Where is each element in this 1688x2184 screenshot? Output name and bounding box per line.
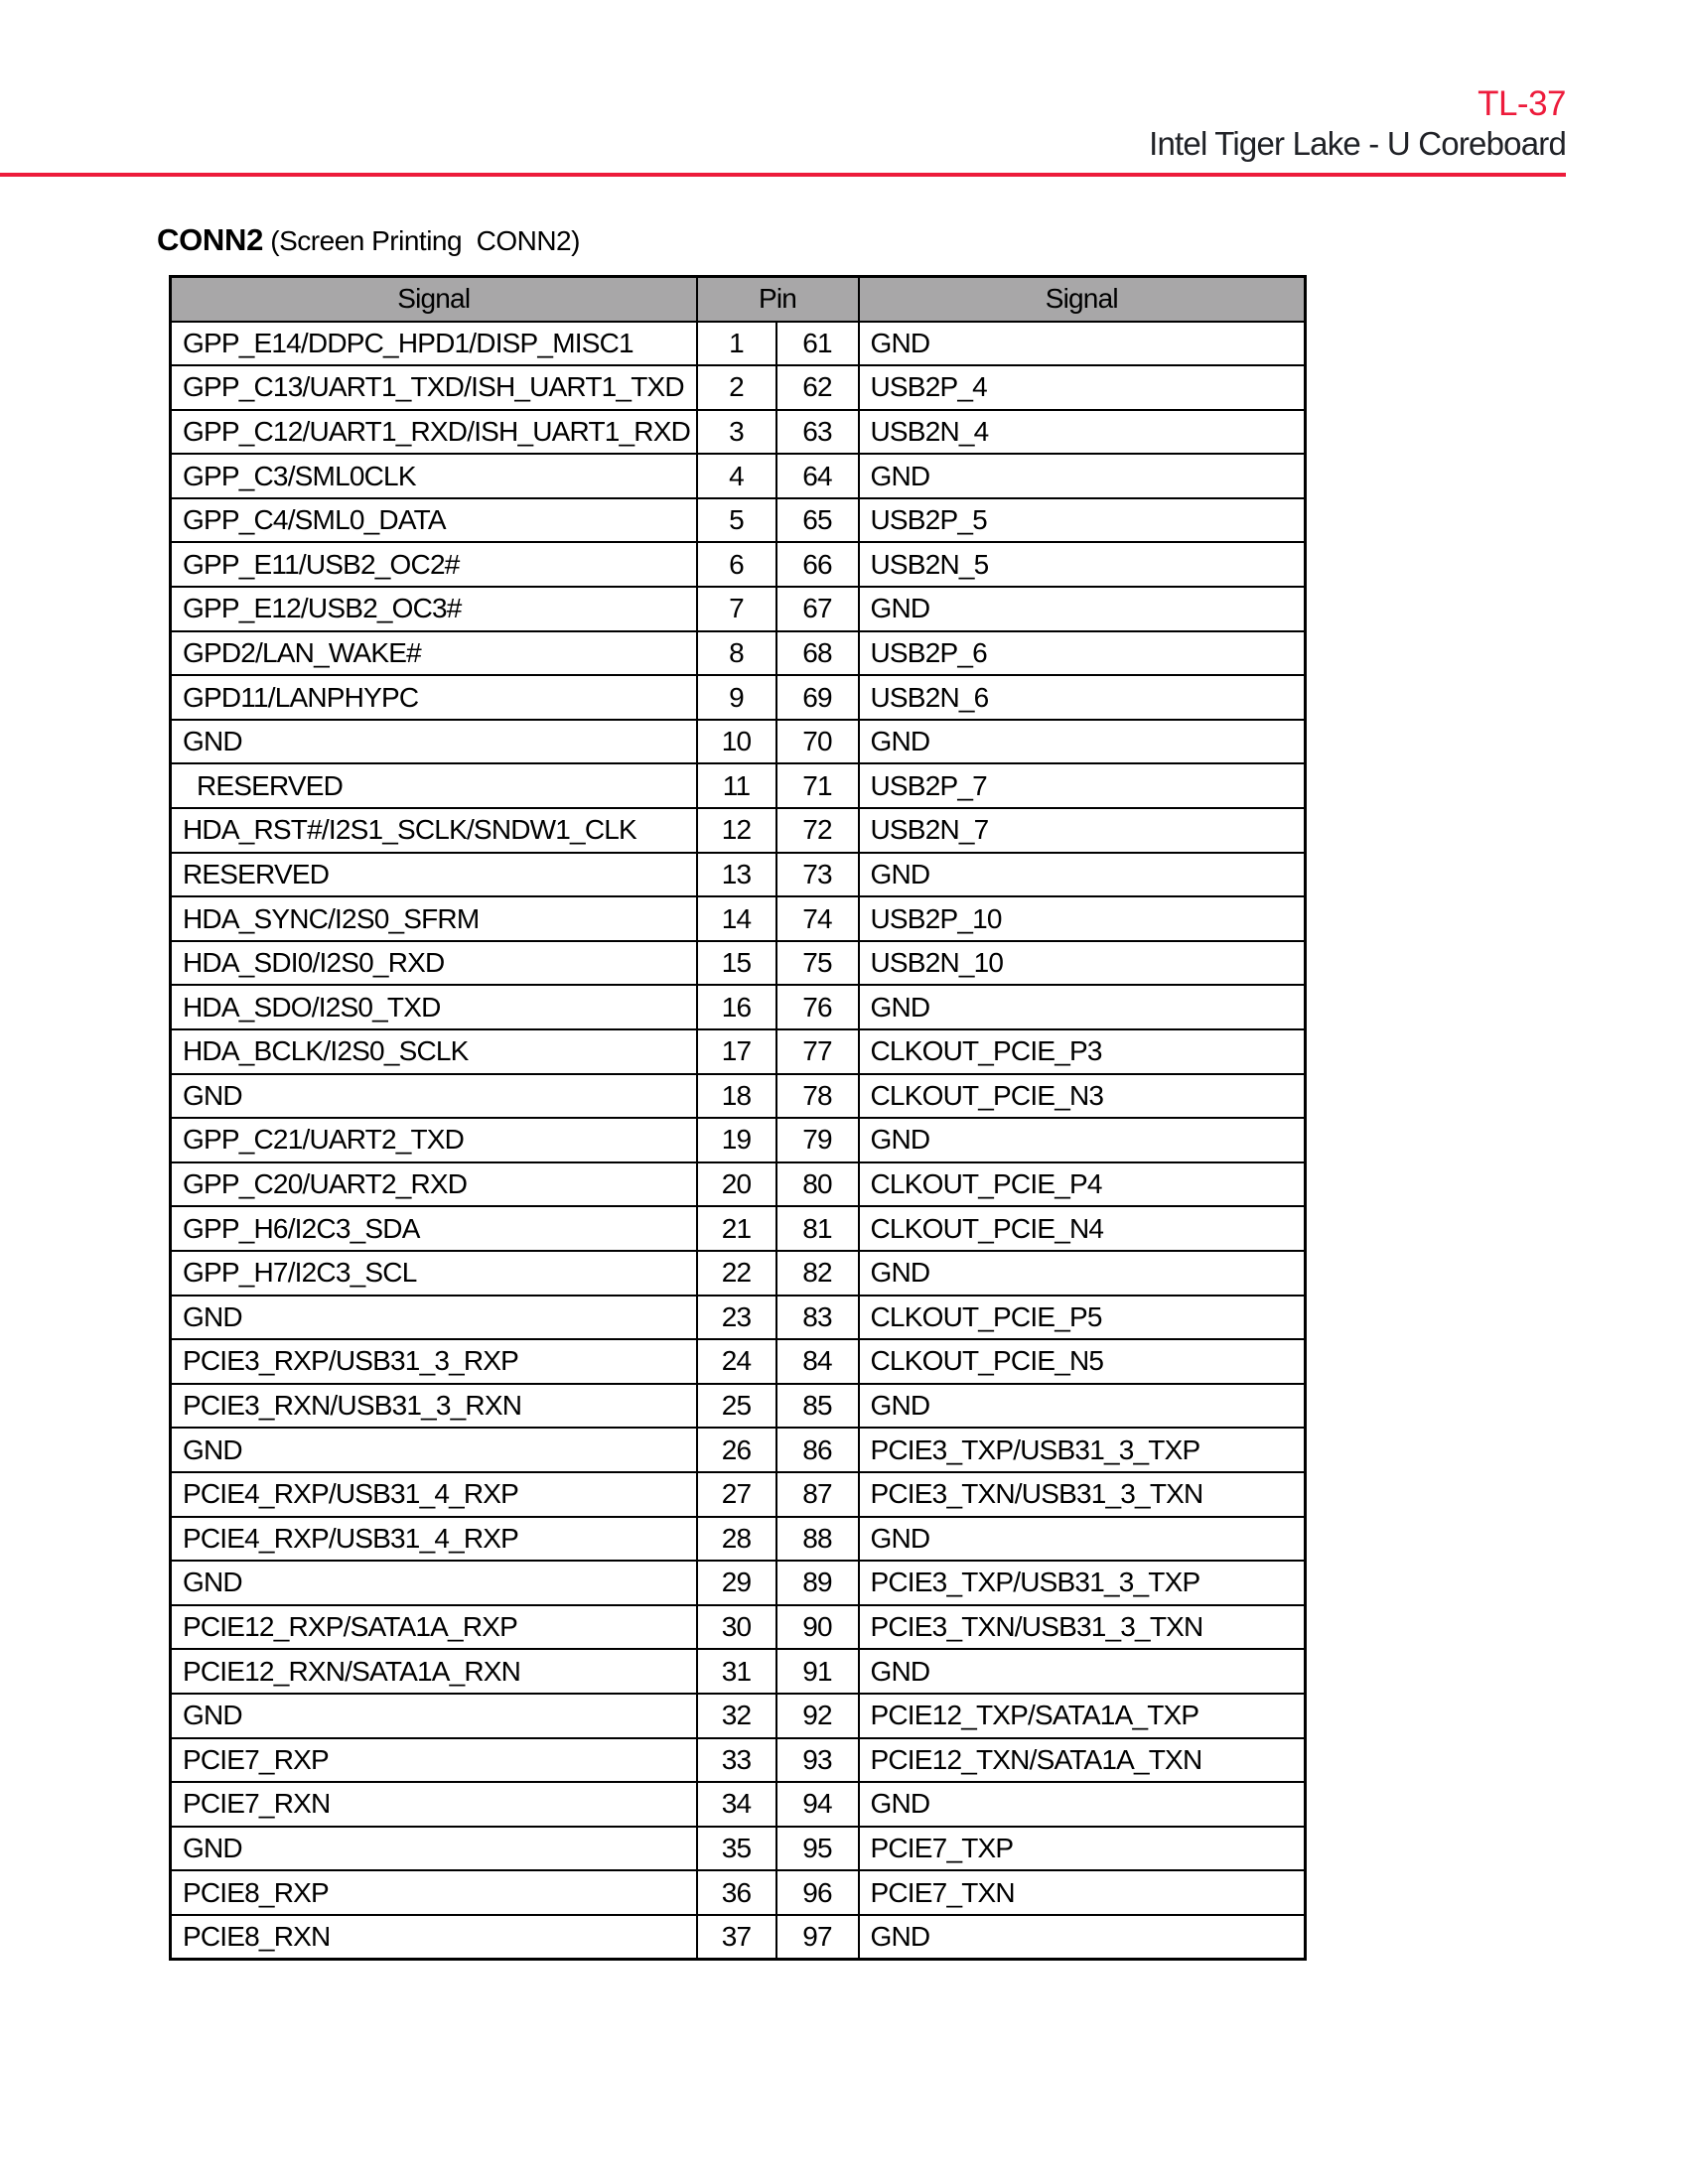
table-row: [171, 763, 1306, 808]
pin-left-cell: 35: [697, 1827, 776, 1871]
signal-left-cell: GPP_C20/UART2_RXD: [171, 1162, 697, 1207]
pin-left-cell: 26: [697, 1428, 776, 1472]
pin-left-cell: 21: [697, 1206, 776, 1251]
pin-right-cell: 96: [776, 1870, 859, 1915]
signal-left-cell: GPP_H6/I2C3_SDA: [171, 1206, 697, 1251]
pin-right-cell: 77: [776, 1029, 859, 1074]
table-row: [171, 896, 1306, 941]
masthead: [1149, 85, 1566, 165]
signal-left-cell: GPD11/LANPHYPC: [171, 675, 697, 720]
table-row: [171, 1605, 1306, 1650]
signal-left-cell: HDA_SDI0/I2S0_RXD: [171, 941, 697, 986]
pin-left-cell: 29: [697, 1561, 776, 1605]
pin-left-cell: 36: [697, 1870, 776, 1915]
table-row: [171, 1251, 1306, 1296]
pin-left-cell: 28: [697, 1517, 776, 1562]
signal-left-cell: GPP_C21/UART2_TXD: [171, 1118, 697, 1162]
signal-left-cell: PCIE7_RXP: [171, 1738, 697, 1783]
signal-right-cell: PCIE7_TXN: [859, 1870, 1306, 1915]
pin-left-cell: 12: [697, 808, 776, 853]
pin-right-cell: 68: [776, 631, 859, 676]
table-row: [171, 1517, 1306, 1562]
pin-left-cell: 32: [697, 1694, 776, 1738]
signal-left-cell: GND: [171, 1827, 697, 1871]
signal-right-cell: USB2N_6: [859, 675, 1306, 720]
connector-name: CONN2: [157, 222, 264, 257]
pin-right-cell: 66: [776, 542, 859, 587]
signal-right-cell: PCIE12_TXN/SATA1A_TXN: [859, 1738, 1306, 1783]
table-row: [171, 322, 1306, 366]
pin-right-cell: 95: [776, 1827, 859, 1871]
signal-right-cell: GND: [859, 985, 1306, 1029]
table-row: [171, 1074, 1306, 1119]
signal-right-cell: GND: [859, 853, 1306, 897]
pin-right-cell: 70: [776, 720, 859, 764]
signal-left-cell: PCIE8_RXN: [171, 1915, 697, 1960]
signal-right-cell: USB2N_10: [859, 941, 1306, 986]
pin-left-cell: 18: [697, 1074, 776, 1119]
table-row: [171, 631, 1306, 676]
header-pin: Pin: [697, 277, 859, 322]
signal-left-cell: GND: [171, 720, 697, 764]
signal-left-cell: GPP_E12/USB2_OC3#: [171, 587, 697, 631]
signal-left-cell: GPP_C3/SML0CLK: [171, 454, 697, 498]
signal-right-cell: GND: [859, 454, 1306, 498]
pin-left-cell: 3: [697, 410, 776, 455]
product-title: Intel Tiger Lake - U Coreboard: [1149, 125, 1566, 162]
pin-left-cell: 25: [697, 1384, 776, 1429]
signal-right-cell: USB2P_10: [859, 896, 1306, 941]
signal-left-cell: GPP_C12/UART1_RXD/ISH_UART1_RXD: [171, 410, 697, 455]
table-row: [171, 1339, 1306, 1384]
table-row: [171, 365, 1306, 410]
pin-right-cell: 93: [776, 1738, 859, 1783]
signal-left-cell: PCIE8_RXP: [171, 1870, 697, 1915]
pin-right-cell: 94: [776, 1782, 859, 1827]
table-row: [171, 853, 1306, 897]
pin-right-cell: 82: [776, 1251, 859, 1296]
signal-right-cell: PCIE3_TXP/USB31_3_TXP: [859, 1428, 1306, 1472]
signal-right-cell: USB2P_4: [859, 365, 1306, 410]
table-row: [171, 587, 1306, 631]
pin-right-cell: 92: [776, 1694, 859, 1738]
signal-right-cell: GND: [859, 720, 1306, 764]
signal-left-cell: PCIE4_RXP/USB31_4_RXP: [171, 1517, 697, 1562]
table-row: [171, 1649, 1306, 1694]
pin-right-cell: 69: [776, 675, 859, 720]
table-row: [171, 720, 1306, 764]
pin-left-cell: 19: [697, 1118, 776, 1162]
table-row: [171, 1296, 1306, 1340]
header-signal-left: Signal: [171, 277, 697, 322]
signal-right-cell: GND: [859, 1384, 1306, 1429]
signal-right-cell: PCIE3_TXP/USB31_3_TXP: [859, 1561, 1306, 1605]
signal-right-cell: PCIE3_TXN/USB31_3_TXN: [859, 1605, 1306, 1650]
pin-right-cell: 81: [776, 1206, 859, 1251]
signal-right-cell: USB2N_7: [859, 808, 1306, 853]
table-row: [171, 1472, 1306, 1517]
table-row: [171, 1827, 1306, 1871]
signal-left-cell: PCIE12_RXN/SATA1A_RXN: [171, 1649, 697, 1694]
pin-left-cell: 4: [697, 454, 776, 498]
pin-left-cell: 23: [697, 1296, 776, 1340]
pin-right-cell: 62: [776, 365, 859, 410]
table-row: [171, 1870, 1306, 1915]
table-row: [171, 1915, 1306, 1960]
pin-left-cell: 31: [697, 1649, 776, 1694]
pin-left-cell: 1: [697, 322, 776, 366]
table-row: [171, 1384, 1306, 1429]
signal-left-cell: HDA_SDO/I2S0_TXD: [171, 985, 697, 1029]
pin-left-cell: 20: [697, 1162, 776, 1207]
signal-left-cell: GPD2/LAN_WAKE#: [171, 631, 697, 676]
signal-right-cell: CLKOUT_PCIE_N3: [859, 1074, 1306, 1119]
signal-right-cell: CLKOUT_PCIE_P4: [859, 1162, 1306, 1207]
pin-right-cell: 89: [776, 1561, 859, 1605]
signal-left-cell: PCIE3_RXP/USB31_3_RXP: [171, 1339, 697, 1384]
signal-right-cell: PCIE7_TXP: [859, 1827, 1306, 1871]
signal-left-cell: GPP_C4/SML0_DATA: [171, 498, 697, 543]
pin-left-cell: 30: [697, 1605, 776, 1650]
signal-left-cell: PCIE12_RXP/SATA1A_RXP: [171, 1605, 697, 1650]
signal-right-cell: USB2N_5: [859, 542, 1306, 587]
signal-left-cell: HDA_BCLK/I2S0_SCLK: [171, 1029, 697, 1074]
page-ref: TL-37: [1477, 84, 1566, 123]
pin-right-cell: 83: [776, 1296, 859, 1340]
table-row: [171, 542, 1306, 587]
pin-right-cell: 85: [776, 1384, 859, 1429]
header-signal-right: Signal: [859, 277, 1306, 322]
pin-right-cell: 74: [776, 896, 859, 941]
signal-left-cell: PCIE3_RXN/USB31_3_RXN: [171, 1384, 697, 1429]
table-row: [171, 454, 1306, 498]
signal-right-cell: CLKOUT_PCIE_N5: [859, 1339, 1306, 1384]
signal-right-cell: PCIE3_TXN/USB31_3_TXN: [859, 1472, 1306, 1517]
pin-left-cell: 22: [697, 1251, 776, 1296]
pin-right-cell: 97: [776, 1915, 859, 1960]
pin-left-cell: 16: [697, 985, 776, 1029]
pin-table: [169, 275, 1307, 1961]
table-row: [171, 941, 1306, 986]
pin-left-cell: 34: [697, 1782, 776, 1827]
signal-right-cell: CLKOUT_PCIE_P5: [859, 1296, 1306, 1340]
pin-left-cell: 14: [697, 896, 776, 941]
signal-right-cell: CLKOUT_PCIE_N4: [859, 1206, 1306, 1251]
signal-right-cell: GND: [859, 587, 1306, 631]
signal-left-cell: GPP_E14/DDPC_HPD1/DISP_MISC1: [171, 322, 697, 366]
signal-right-cell: USB2P_7: [859, 763, 1306, 808]
pin-left-cell: 9: [697, 675, 776, 720]
signal-left-cell: HDA_SYNC/I2S0_SFRM: [171, 896, 697, 941]
signal-left-cell: GND: [171, 1694, 697, 1738]
table-row: [171, 808, 1306, 853]
pin-table-body: [171, 322, 1306, 1960]
pin-left-cell: 24: [697, 1339, 776, 1384]
table-row: [171, 1118, 1306, 1162]
table-row: [171, 1428, 1306, 1472]
table-row: [171, 985, 1306, 1029]
section-title: [157, 224, 580, 257]
signal-left-cell: GPP_C13/UART1_TXD/ISH_UART1_TXD: [171, 365, 697, 410]
pin-left-cell: 13: [697, 853, 776, 897]
pin-left-cell: 17: [697, 1029, 776, 1074]
table-row: [171, 1782, 1306, 1827]
pin-left-cell: 15: [697, 941, 776, 986]
header-rule: [0, 173, 1566, 177]
signal-right-cell: PCIE12_TXP/SATA1A_TXP: [859, 1694, 1306, 1738]
signal-right-cell: CLKOUT_PCIE_P3: [859, 1029, 1306, 1074]
pin-right-cell: 80: [776, 1162, 859, 1207]
signal-right-cell: USB2N_4: [859, 410, 1306, 455]
pin-right-cell: 65: [776, 498, 859, 543]
table-row: [171, 410, 1306, 455]
signal-right-cell: GND: [859, 1118, 1306, 1162]
pin-right-cell: 79: [776, 1118, 859, 1162]
signal-right-cell: GND: [859, 322, 1306, 366]
signal-left-cell: GND: [171, 1561, 697, 1605]
signal-left-cell: GPP_E11/USB2_OC2#: [171, 542, 697, 587]
signal-right-cell: USB2P_5: [859, 498, 1306, 543]
signal-left-cell: GND: [171, 1428, 697, 1472]
pin-left-cell: 33: [697, 1738, 776, 1783]
table-row: [171, 1694, 1306, 1738]
pin-left-cell: 10: [697, 720, 776, 764]
table-row: [171, 675, 1306, 720]
table-row: [171, 1206, 1306, 1251]
signal-left-cell: GND: [171, 1074, 697, 1119]
pin-right-cell: 84: [776, 1339, 859, 1384]
signal-left-cell: PCIE7_RXN: [171, 1782, 697, 1827]
table-row: [171, 1738, 1306, 1783]
table-row: [171, 1162, 1306, 1207]
pin-right-cell: 61: [776, 322, 859, 366]
table-header-row: [171, 277, 1306, 322]
signal-left-cell: GPP_H7/I2C3_SCL: [171, 1251, 697, 1296]
pin-left-cell: 2: [697, 365, 776, 410]
pin-left-cell: 6: [697, 542, 776, 587]
pin-right-cell: 64: [776, 454, 859, 498]
signal-left-cell: GND: [171, 1296, 697, 1340]
pin-right-cell: 73: [776, 853, 859, 897]
pin-left-cell: 27: [697, 1472, 776, 1517]
signal-right-cell: GND: [859, 1915, 1306, 1960]
signal-right-cell: GND: [859, 1517, 1306, 1562]
pin-left-cell: 11: [697, 763, 776, 808]
pin-right-cell: 90: [776, 1605, 859, 1650]
pin-right-cell: 63: [776, 410, 859, 455]
signal-right-cell: GND: [859, 1782, 1306, 1827]
pin-left-cell: 7: [697, 587, 776, 631]
signal-right-cell: GND: [859, 1649, 1306, 1694]
connector-subtitle: (Screen Printing CONN2): [263, 225, 580, 256]
table-row: [171, 1029, 1306, 1074]
signal-right-cell: USB2P_6: [859, 631, 1306, 676]
pin-right-cell: 71: [776, 763, 859, 808]
pin-left-cell: 8: [697, 631, 776, 676]
pin-left-cell: 37: [697, 1915, 776, 1960]
pin-left-cell: 5: [697, 498, 776, 543]
pin-right-cell: 78: [776, 1074, 859, 1119]
pin-right-cell: 88: [776, 1517, 859, 1562]
table-row: [171, 498, 1306, 543]
pin-right-cell: 67: [776, 587, 859, 631]
signal-left-cell: RESERVED: [171, 763, 697, 808]
pin-right-cell: 72: [776, 808, 859, 853]
pin-right-cell: 75: [776, 941, 859, 986]
pin-right-cell: 87: [776, 1472, 859, 1517]
signal-left-cell: RESERVED: [171, 853, 697, 897]
table-row: [171, 1561, 1306, 1605]
pin-right-cell: 91: [776, 1649, 859, 1694]
pin-right-cell: 86: [776, 1428, 859, 1472]
signal-left-cell: PCIE4_RXP/USB31_4_RXP: [171, 1472, 697, 1517]
pin-right-cell: 76: [776, 985, 859, 1029]
signal-right-cell: GND: [859, 1251, 1306, 1296]
signal-left-cell: HDA_RST#/I2S1_SCLK/SNDW1_CLK: [171, 808, 697, 853]
